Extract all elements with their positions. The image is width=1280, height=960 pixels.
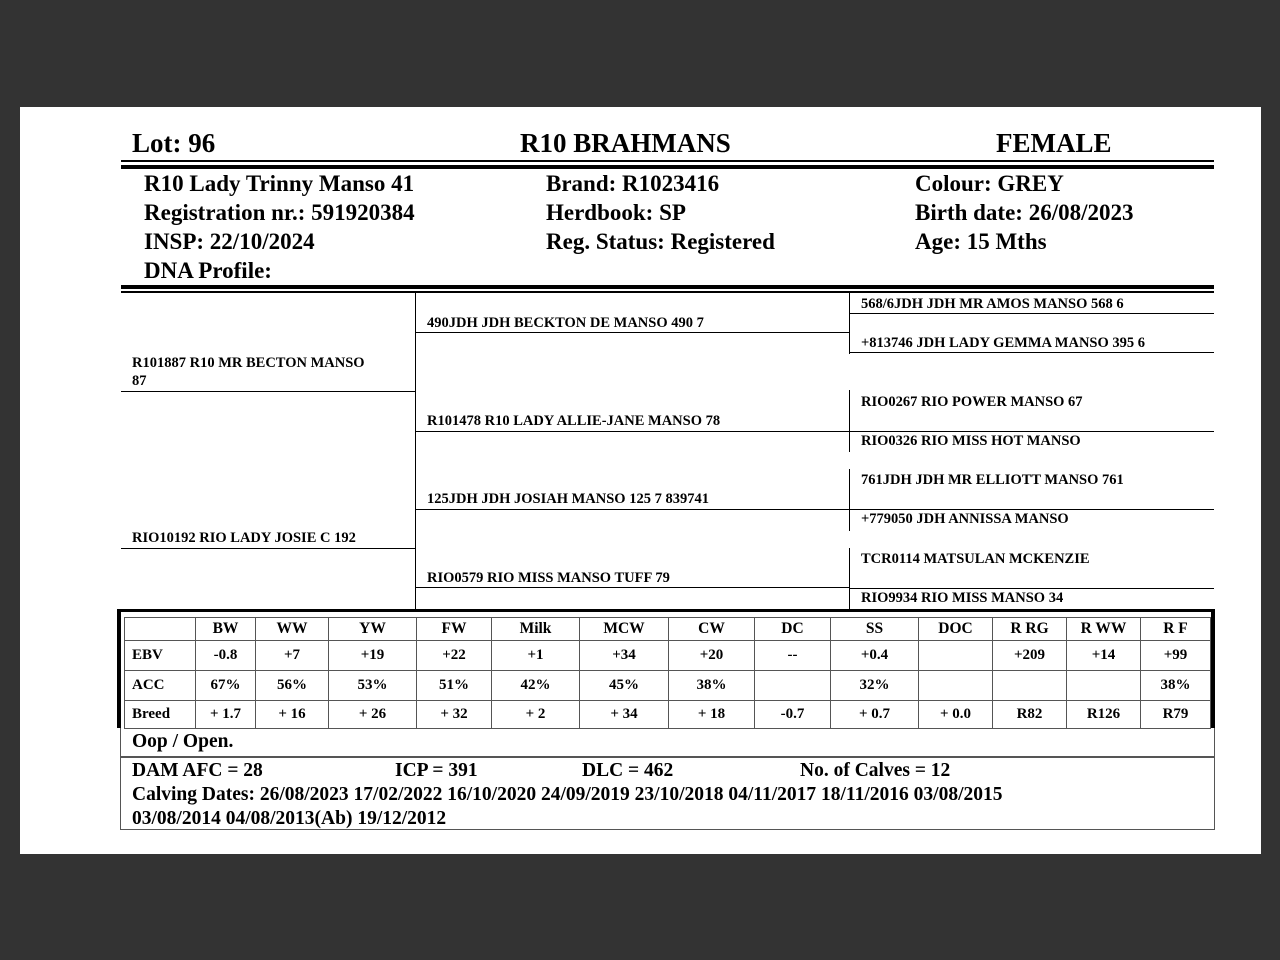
ebv-header-cell: YW (329, 618, 417, 641)
ebv-header-cell: FW (417, 618, 492, 641)
ebv-header-cell: SS (831, 618, 919, 641)
ebv-cell: +209 (993, 641, 1067, 671)
pedigree-line-gg4 (849, 431, 1214, 432)
pedigree-vline-gg4 (849, 548, 850, 610)
registration-status: Reg. Status: Registered (546, 229, 775, 254)
ebv-row (125, 641, 1211, 671)
pedigree-line-dam-sire (415, 509, 850, 510)
sire-dam-name: R101478 R10 LADY ALLIE-JANE MANSO 78 (427, 413, 721, 429)
breed-cell: + 2 (492, 701, 580, 729)
ebv-table (124, 617, 1211, 729)
info-rule-thin (121, 291, 1214, 293)
breed-cell: R79 (1141, 701, 1211, 729)
acc-cell: 51% (417, 671, 492, 701)
acc-cell (755, 671, 831, 701)
ebv-cell: +19 (329, 641, 417, 671)
header-rule-thin (121, 160, 1214, 162)
breed-cell: R126 (1067, 701, 1141, 729)
dam-dam-name: RIO0579 RIO MISS MANSO TUFF 79 (427, 570, 670, 586)
breed-cell: -0.7 (755, 701, 831, 729)
ebv-cell: +0.4 (831, 641, 919, 671)
inspection-date: INSP: 22/10/2024 (144, 229, 315, 254)
animal-name: R10 Lady Trinny Manso 41 (144, 171, 415, 196)
pedigree-vline-gen1 (415, 292, 416, 610)
acc-cell (993, 671, 1067, 701)
ebv-row-label: EBV (125, 641, 196, 671)
ebv-header-cell: R RG (993, 618, 1067, 641)
ebv-header-cell: WW (256, 618, 329, 641)
dam-name: RIO10192 RIO LADY JOSIE C 192 (132, 530, 356, 546)
gg-name: RIO0267 RIO POWER MANSO 67 (861, 394, 1083, 410)
dna-profile: DNA Profile: (144, 258, 272, 283)
info-rule-thick (121, 285, 1214, 289)
breed-cell: + 0.7 (831, 701, 919, 729)
acc-cell: 38% (1141, 671, 1211, 701)
pedigree-line-gg8 (849, 588, 1214, 589)
pedigree-line-gg2 (849, 352, 1214, 353)
breed-cell: + 32 (417, 701, 492, 729)
ebv-cell: +99 (1141, 641, 1211, 671)
open-status: Oop / Open. (132, 731, 234, 752)
sire-name: R101887 R10 MR BECTON MANSO (132, 355, 365, 371)
ebv-cell (919, 641, 993, 671)
ebv-header-cell: R F (1141, 618, 1211, 641)
header-rule-thick (121, 165, 1214, 169)
ebv-cell: +7 (256, 641, 329, 671)
acc-cell: 32% (831, 671, 919, 701)
ebv-header-cell: DC (755, 618, 831, 641)
ebv-header-cell: DOC (919, 618, 993, 641)
acc-cell: 56% (256, 671, 329, 701)
breed-cell: + 1.7 (196, 701, 256, 729)
acc-cell (1067, 671, 1141, 701)
ebv-header-cell: Milk (492, 618, 580, 641)
gg-name: 761JDH JDH MR ELLIOTT MANSO 761 (861, 472, 1124, 488)
gg-name: +779050 JDH ANNISSA MANSO (861, 511, 1069, 527)
breed-cell: + 16 (256, 701, 329, 729)
ebv-cell: +14 (1067, 641, 1141, 671)
acc-cell: 38% (669, 671, 755, 701)
gg-name: +813746 JDH LADY GEMMA MANSO 395 6 (861, 335, 1146, 351)
ebv-header-cell: MCW (580, 618, 669, 641)
breed-cell: + 18 (669, 701, 755, 729)
dlc: DLC = 462 (582, 760, 674, 781)
ebv-cell: +20 (669, 641, 755, 671)
breed-row (125, 701, 1211, 729)
sire-sire-name: 490JDH JDH BECKTON DE MANSO 490 7 (427, 315, 704, 331)
pedigree-line-gg6 (849, 509, 1214, 510)
pedigree-line-dam-dam (415, 587, 850, 588)
acc-cell: 67% (196, 671, 256, 701)
dam-afc: DAM AFC = 28 (132, 760, 263, 781)
pedigree-line-sire-sire (415, 332, 850, 333)
acc-row (125, 671, 1211, 701)
breed-cell: + 0.0 (919, 701, 993, 729)
sex-label: FEMALE (996, 128, 1112, 158)
pedigree-vline-gg3 (849, 469, 850, 531)
pedigree-line-sire-dam (415, 431, 850, 432)
breed-row-label: Breed (125, 701, 196, 729)
pedigree-vline-gg2 (849, 390, 850, 452)
acc-cell: 53% (329, 671, 417, 701)
ebv-header-cell: R WW (1067, 618, 1141, 641)
no-of-calves: No. of Calves = 12 (800, 760, 951, 781)
breed-cell: + 34 (580, 701, 669, 729)
gg-name: TCR0114 MATSULAN MCKENZIE (861, 551, 1090, 567)
pedigree-line-sire (121, 391, 416, 392)
ebv-cell: -- (755, 641, 831, 671)
colour: Colour: GREY (915, 171, 1064, 196)
age: Age: 15 Mths (915, 229, 1047, 254)
sire-name-cont: 87 (132, 373, 147, 389)
breed-cell: + 26 (329, 701, 417, 729)
breed-cell: R82 (993, 701, 1067, 729)
ebv-header-cell (125, 618, 196, 641)
lot-number: Lot: 96 (132, 128, 216, 158)
pedigree-line-dam (121, 548, 416, 549)
brand: Brand: R1023416 (546, 171, 720, 196)
pedigree-vline-gg1 (849, 292, 850, 354)
herdbook: Herdbook: SP (546, 200, 686, 225)
calving-dates-cont: 03/08/2014 04/08/2013(Ab) 19/12/2012 (132, 808, 447, 829)
gg-name: 568/6JDH JDH MR AMOS MANSO 568 6 (861, 296, 1124, 312)
acc-cell (919, 671, 993, 701)
dam-sire-name: 125JDH JDH JOSIAH MANSO 125 7 839741 (427, 491, 709, 507)
icp: ICP = 391 (395, 760, 478, 781)
ebv-cell: -0.8 (196, 641, 256, 671)
ebv-cell: +1 (492, 641, 580, 671)
status-box (120, 728, 1215, 757)
ebv-header-cell: CW (669, 618, 755, 641)
acc-cell: 42% (492, 671, 580, 701)
acc-cell: 45% (580, 671, 669, 701)
pedigree-line-gg1 (849, 313, 1214, 314)
catalogue-page (20, 107, 1261, 854)
registration-number: Registration nr.: 591920384 (144, 200, 415, 225)
calving-dates: Calving Dates: 26/08/2023 17/02/2022 16/10/2020 24/09/2019 23/10/2018 04/11/2017 18/11/2016 03/08/2015 (132, 784, 1003, 805)
ebv-header-cell: BW (196, 618, 256, 641)
ebv-cell: +34 (580, 641, 669, 671)
breed-title: R10 BRAHMANS (520, 128, 731, 158)
ebv-cell: +22 (417, 641, 492, 671)
birth-date: Birth date: 26/08/2023 (915, 200, 1134, 225)
gg-name: RIO9934 RIO MISS MANSO 34 (861, 590, 1064, 606)
gg-name: RIO0326 RIO MISS HOT MANSO (861, 433, 1081, 449)
ebv-header-row (125, 618, 1211, 641)
acc-row-label: ACC (125, 671, 196, 701)
